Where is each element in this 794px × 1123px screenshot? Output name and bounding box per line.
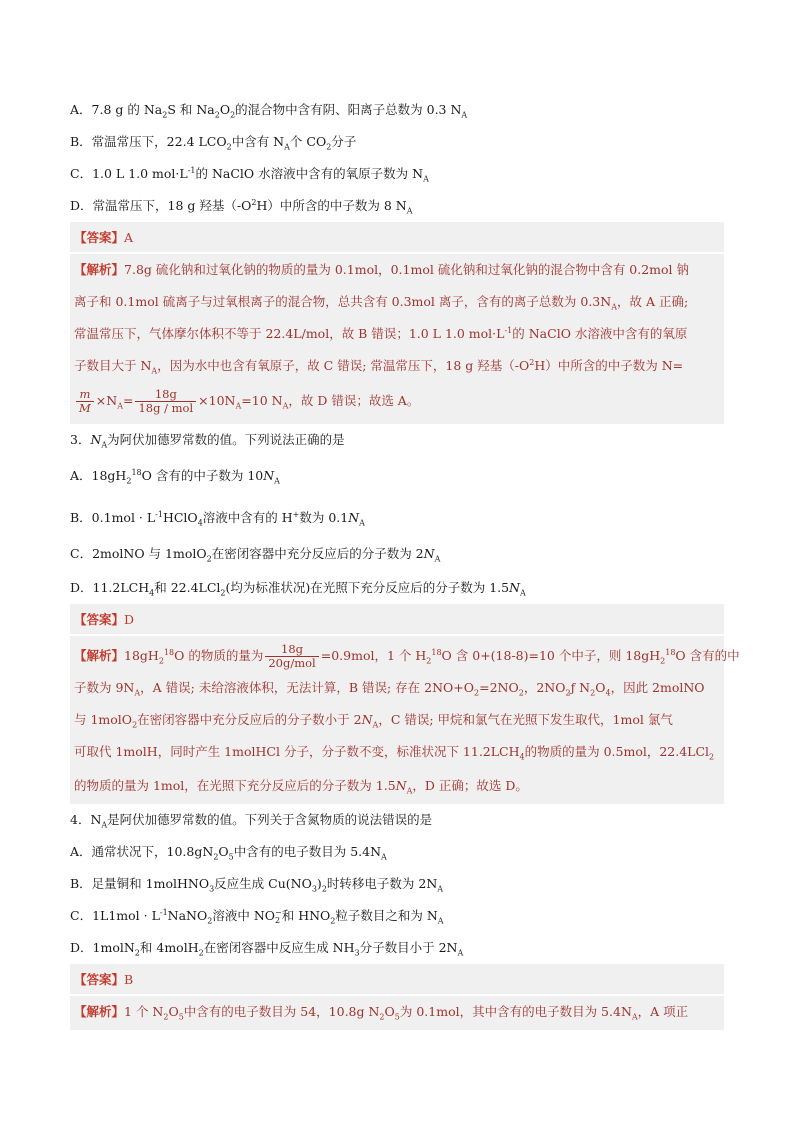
subscript: 3 — [209, 884, 215, 894]
superscript: 2 — [251, 197, 257, 207]
superscript: -1 — [155, 509, 163, 519]
subscript: 2 — [709, 752, 715, 762]
subscript: A — [282, 401, 289, 411]
text: C．1L1mol · L — [70, 908, 160, 923]
q2-option-a — [70, 100, 724, 120]
subscript: A — [117, 401, 123, 411]
subscript: A — [235, 401, 242, 411]
superscript: − — [275, 907, 282, 917]
fraction-18g-20g — [265, 643, 318, 670]
q2-answer-box — [70, 222, 724, 252]
superscript: 18 — [665, 647, 676, 657]
text: 子数为 9N — [74, 680, 135, 695]
subscript: 2 — [163, 1012, 169, 1022]
explanation-line — [74, 742, 720, 762]
text: 溶液中 NO — [212, 908, 276, 923]
q3-option-a — [70, 466, 724, 486]
text: 个 CO — [289, 134, 327, 149]
text: = — [122, 393, 134, 408]
subscript: 5 — [394, 1012, 400, 1022]
explanation-line — [74, 710, 720, 730]
q2-option-b — [70, 132, 724, 152]
text: NaNO — [167, 908, 208, 923]
explanation-line — [74, 260, 720, 280]
q2-explanation-box — [70, 254, 724, 424]
text: H）中所含的中子数为 N= — [534, 358, 684, 373]
subscript: 2 — [321, 884, 327, 894]
q4-option-a — [70, 842, 724, 862]
q3-stem — [70, 430, 724, 450]
text: 的混合物中含有阴、阳离子总数为 0.3 N — [235, 102, 462, 117]
subscript: 2 — [226, 142, 232, 152]
text: N — [509, 580, 521, 595]
subscript: A — [274, 476, 280, 486]
q3-option-d — [70, 578, 724, 598]
text: H）中所含的中子数为 8 N — [256, 198, 407, 213]
question-number: 3． — [70, 432, 91, 447]
subscript: A — [631, 1012, 638, 1022]
text: 18gH — [124, 648, 159, 663]
superscript: -1 — [504, 325, 513, 335]
text: ×N — [95, 393, 118, 408]
explanation-line — [74, 386, 720, 416]
text: ×10N — [198, 393, 236, 408]
text: O 含有的中子数为 10 — [141, 468, 264, 483]
text: O 含 0+(18-8)=10 个中子，则 18gH — [441, 648, 661, 663]
subscript: A — [457, 948, 464, 958]
text: ƒ N — [570, 680, 591, 695]
question-number: 4．N — [70, 812, 102, 827]
text: 和 4molH — [139, 940, 199, 955]
ion-charge-stack — [275, 909, 282, 925]
superscript: 2 — [529, 357, 535, 367]
subscript: 2 — [220, 588, 226, 598]
text: O — [384, 1004, 395, 1019]
text: =0.9mol，1 个 H — [320, 648, 427, 663]
text: 时转移电子数为 2N — [326, 876, 438, 891]
text: 是阿伏加德罗常数的值。下列关于含氮物质的说法错误的是 — [107, 812, 433, 827]
text: 中含有的电子数目为 5.4N — [233, 844, 382, 859]
answer-label: 【答案】 — [74, 972, 125, 987]
text: N — [423, 546, 435, 561]
text: 中含有 N — [231, 134, 285, 149]
text: 和 22.4LCl — [154, 580, 221, 595]
subscript: 2 — [474, 688, 480, 698]
subscript: 2 — [198, 948, 204, 958]
explanation-line — [74, 292, 720, 312]
text: =10 N — [241, 393, 283, 408]
subscript: 2 — [162, 110, 168, 120]
q4-answer-box — [70, 964, 724, 994]
text: C．1.0 L 1.0 mol·L — [70, 166, 188, 181]
subscript: A — [101, 820, 108, 830]
subscript: 2 — [132, 720, 138, 730]
text: 在密闭容器中反应生成 NH — [203, 940, 355, 955]
subscript: 2 — [379, 1012, 385, 1022]
superscript: 18 — [431, 647, 442, 657]
q4-option-b — [70, 874, 724, 894]
text: B．足量铜和 1molHNO — [70, 876, 210, 891]
text: 分子 — [331, 134, 357, 149]
text: ，因为水中也含有氧原子，故 C 错误; 常温常压下，18 g 羟基（-O — [157, 358, 530, 373]
text: N — [263, 468, 275, 483]
text: 和 HNO — [281, 908, 331, 923]
q3-explanation-box — [70, 636, 740, 804]
q4-option-c — [70, 906, 724, 926]
numerator: m — [79, 387, 91, 401]
q3-answer-box — [70, 604, 724, 634]
answer-line — [74, 970, 720, 990]
subscript: 2 — [158, 656, 164, 666]
subscript: 4 — [197, 518, 203, 528]
text: ，D 正确；故选 D。 — [412, 778, 528, 793]
subscript: A — [372, 720, 379, 730]
text: 的 NaClO 水溶液中含有的氧原 — [512, 326, 688, 341]
text: D．11.2LCH — [70, 580, 150, 595]
text: 7.8g 硫化钠和过氧化钠的物质的量为 0.1mol，0.1mol 硫化钠和过氧化钠的混合物中含有 0.2mol 钠 — [124, 262, 690, 277]
answer-line — [74, 228, 720, 248]
subscript: 3 — [311, 884, 317, 894]
superscript: -1 — [159, 907, 168, 917]
subscript: 2 — [565, 688, 571, 698]
subscript: 2 — [230, 110, 236, 120]
text: ，因此 2molNO — [610, 680, 705, 695]
text: 在密闭容器中充分反应后的分子数小于 2 — [137, 712, 362, 727]
q3-option-b — [70, 508, 724, 528]
answer-value: A — [124, 230, 134, 245]
q4-option-d — [70, 938, 724, 958]
q4-stem — [70, 810, 724, 830]
text: ) — [316, 876, 322, 891]
text: 的物质的量为 1mol，在光照下充分反应后的分子数为 1.5 — [74, 778, 396, 793]
text: O — [219, 102, 231, 117]
answer-value: D — [124, 612, 135, 627]
text: 常温常压下，气体摩尔体积不等于 22.4L/mol，故 B 错误；1.0 L 1.0 mol·L — [74, 326, 505, 341]
text: 可取代 1molH，同时产生 1molHCl 分子，分子数不变，标准状况下 11.2LCH — [74, 744, 520, 759]
text: 离子和 0.1mol 硫离子与过氧根离子的混合物，总共含有 0.3mol 离子，含有的离子总数为 0.3N — [74, 294, 612, 309]
text: 在密闭容器中充分反应后的分子数为 2 — [211, 546, 424, 561]
subscript: 4 — [149, 588, 155, 598]
text: 中含有的电子数目为 54，10.8g N — [183, 1004, 380, 1019]
fraction-m-over-M — [76, 388, 94, 415]
text: 粒子数目之和为 N — [335, 908, 438, 923]
answer-label: 【答案】 — [74, 230, 125, 245]
text: HClO — [162, 510, 198, 525]
text: =2NO — [479, 680, 519, 695]
text: N — [348, 510, 360, 525]
fraction-18g — [135, 388, 196, 415]
text: O — [218, 844, 229, 859]
answer-line — [74, 610, 720, 630]
text: ，故 A 正确; — [616, 294, 689, 309]
explanation-line — [74, 678, 720, 698]
subscript: 2 — [213, 852, 219, 862]
subscript: A — [423, 174, 429, 184]
subscript: 2 — [330, 916, 336, 926]
answer-label: 【答案】 — [74, 612, 125, 627]
text: A．18gH — [70, 468, 127, 483]
denominator: 20g/mol — [268, 656, 316, 670]
text: D．常温常压下，18 g 羟基（-O — [70, 198, 252, 213]
subscript: 2 — [214, 110, 220, 120]
subscript: 2 — [326, 142, 332, 152]
subscript: A — [437, 884, 444, 894]
superscript: 18 — [163, 647, 175, 657]
text: 数为 0.1 — [299, 510, 349, 525]
text: 1 个 N — [124, 1004, 164, 1019]
subscript: A — [461, 110, 468, 120]
explanation-line — [74, 640, 740, 672]
superscript: + — [292, 509, 300, 519]
subscript: A — [134, 688, 141, 698]
explanation-label: 【解析】 — [74, 648, 125, 663]
subscript: 2 — [275, 915, 281, 925]
text: 为阿伏加德罗常数的值。下列说法正确的是 — [107, 432, 345, 447]
explanation-line — [74, 356, 720, 376]
text: 子数目大于 N — [74, 358, 152, 373]
text: N — [361, 712, 373, 727]
text: D．1molN — [70, 940, 135, 955]
explanation-line — [74, 324, 720, 344]
text: 的 NaClO 水溶液中含有的氧原子数为 N — [195, 166, 424, 181]
subscript: 4 — [605, 688, 611, 698]
subscript: 2 — [207, 916, 213, 926]
text: B．0.1mol · L — [70, 510, 156, 525]
explanation-label: 【解析】 — [74, 1004, 125, 1019]
text: 为 0.1mol，其中含有的电子数目为 5.4N — [399, 1004, 632, 1019]
subscript: 5 — [228, 852, 234, 862]
superscript: -1 — [187, 165, 196, 175]
text: ，A 项正 — [637, 1004, 689, 1019]
explanation-label: 【解析】 — [74, 262, 125, 277]
text: A．通常状况下，10.8gN — [70, 844, 214, 859]
q2-option-d — [70, 196, 724, 216]
text: 的物质的量为 0.5mol，22.4LCl — [524, 744, 710, 759]
q4-explanation-box — [70, 996, 724, 1030]
text: ，故 D 错误；故选 A。 — [288, 393, 420, 408]
q2-option-c — [70, 164, 724, 184]
superscript: 18 — [131, 467, 142, 477]
subscript: A — [611, 302, 617, 312]
text: A．7.8 g 的 Na — [70, 102, 163, 117]
subscript: 5 — [178, 1012, 184, 1022]
text: ，2NO — [523, 680, 566, 695]
subscript: 2 — [426, 656, 432, 666]
subscript: 2 — [206, 554, 212, 564]
text: 与 1molO — [74, 712, 133, 727]
text: B．常温常压下，22.4 LCO — [70, 134, 227, 149]
subscript: 4 — [519, 752, 525, 762]
subscript: A — [406, 206, 413, 216]
subscript: A — [359, 518, 365, 528]
text: N — [395, 778, 407, 793]
text: (均为标准状况)在光照下充分反应后的分子数为 1.5 — [225, 580, 510, 595]
text: 反应生成 Cu(NO — [214, 876, 312, 891]
denominator: M — [79, 401, 91, 415]
text: N — [90, 432, 102, 447]
numerator: 18g — [265, 643, 318, 657]
q3-option-c — [70, 544, 724, 564]
explanation-line — [74, 776, 720, 796]
text: C．2molNO 与 1molO — [70, 546, 207, 561]
subscript: A — [101, 440, 108, 450]
text: O 的物质的量为 — [174, 648, 264, 663]
text: 分子数目小于 2N — [359, 940, 458, 955]
subscript: A — [437, 916, 444, 926]
text: O — [168, 1004, 179, 1019]
subscript: 3 — [354, 948, 360, 958]
text: O — [595, 680, 606, 695]
subscript: A — [434, 554, 441, 564]
subscript: A — [381, 852, 387, 862]
subscript: 2 — [126, 476, 132, 486]
text: ，C 错误; 甲烷和氯气在光照下发生取代，1mol 氯气 — [378, 712, 673, 727]
text: 溶液中含有的 H — [202, 510, 293, 525]
explanation-line — [74, 1002, 720, 1022]
subscript: 2 — [590, 688, 596, 698]
answer-value: B — [124, 972, 134, 987]
text: S 和 Na — [167, 102, 215, 117]
numerator: 18g — [135, 388, 196, 402]
subscript: A — [151, 366, 158, 376]
subscript: 2 — [660, 656, 666, 666]
subscript: A — [520, 588, 526, 598]
subscript: 2 — [134, 948, 140, 958]
subscript: A — [284, 142, 290, 152]
text: ，A 错误; 未给溶液体积，无法计算，B 错误; 存在 2NO+O — [140, 680, 475, 695]
text: O 含有的中 — [675, 648, 740, 663]
denominator: 18g / mol — [138, 401, 194, 415]
subscript: A — [406, 786, 413, 796]
subscript: 2 — [518, 688, 524, 698]
